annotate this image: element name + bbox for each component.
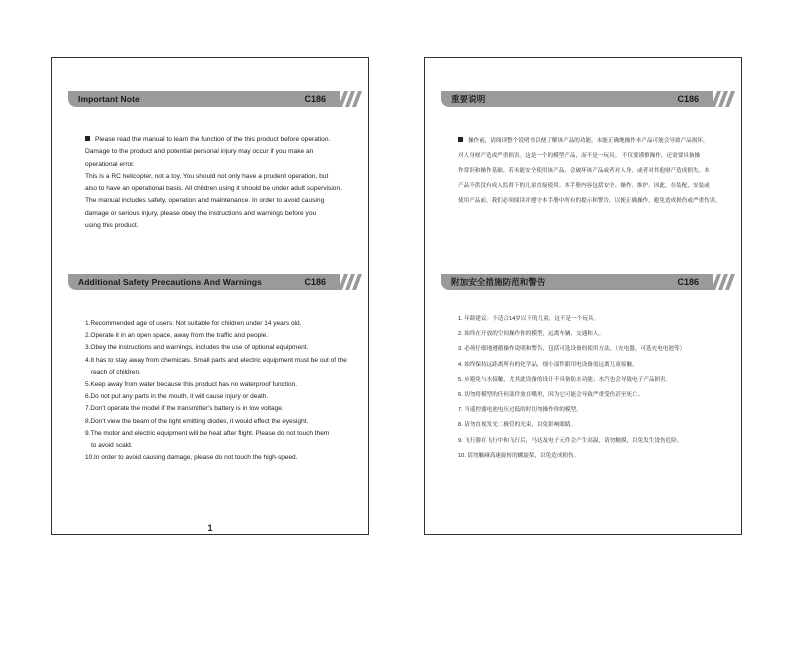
safety-warnings-list	[458, 312, 728, 464]
note-line: Please read the manual to learn the function of the this product before operation.	[85, 134, 355, 146]
note-line: 产品不供没有成人监督下的儿童直接使用。本手册内容包括安全、操作、维护、因此，在装配，安装或	[458, 183, 710, 189]
list-item: 9. 飞行器在飞行中和飞行后，马达及电子元件会产生高温，请勿触摸，以免发生烫伤危险。	[458, 437, 683, 444]
list-item: 8.Don't view the beam of the light emitting diodes, it would effect the eyesight.	[85, 417, 309, 425]
section-title: 附加安全措施防范和警告	[451, 277, 546, 287]
important-note-text	[458, 134, 728, 209]
list-item: 8. 请勿直视发光二极管的光束，以免影响眼睛。	[458, 422, 577, 429]
list-item: 6. 切勿将模型的任何部件放在嘴里，因为它可能会导致严重受伤甚至死亡。	[458, 392, 644, 399]
note-line: operational error.	[85, 160, 135, 168]
list-item: 1.Recommended age of users: Not suitable for children under 14 years old.	[85, 320, 302, 327]
note-line: The manual includes safety, operation and maintenance. In order to avoid causing	[85, 197, 325, 205]
list-item: 3. 必须仔细地遵循操作说明和警告，包括可选设备的使用方法。（充电器，可选充电电池等）	[458, 346, 686, 353]
header-stripes-icon	[711, 91, 739, 107]
important-note-text	[85, 134, 355, 232]
note-line: 操作前，请阅读整个说明书以便了解该产品的功能。未能正确地操作本产品可能会导致产品损坏，	[458, 134, 728, 149]
model-code: C186	[677, 94, 699, 104]
note-line: using this product.	[85, 222, 139, 230]
list-item: reach of children.	[91, 368, 141, 376]
manual-page-chinese	[424, 57, 742, 535]
list-item: 6.Do not put any parts in the mouth, it will cause injury or death.	[85, 393, 269, 401]
list-item: to avoid scald.	[91, 442, 133, 450]
safety-warnings-header	[441, 274, 713, 290]
list-item: 7.Don't operate the model if the transmitter's battery is in low voltage.	[85, 405, 284, 413]
list-item: 2. 始终在开放的空间操作你的模型，远离车辆、交通和人。	[458, 331, 605, 338]
list-item: 10.In order to avoid causing damage, please do not touch the high-speed.	[85, 454, 298, 462]
header-stripes-icon	[338, 274, 366, 290]
section-title: Additional Safety Precautions And Warnings	[78, 277, 262, 287]
note-line: 作常识和操作基础。若未能安全使用该产品，会破坏该产品或者对人身，或者对其他财产造成损失。本	[458, 168, 710, 174]
list-item: 7. 当遥控器电池电压过低的时切勿操作你的模型。	[458, 407, 582, 414]
list-item: 5.Keep away from water because this product has no waterproof function.	[85, 381, 298, 389]
list-item: 2.Operate it in an open space, away from the traffic and people.	[85, 332, 269, 340]
important-note-header	[441, 91, 713, 107]
safety-warnings-header	[68, 274, 340, 290]
note-line: also to have an operational basis. All children using it should be under adult supervision.	[85, 185, 342, 193]
safety-warnings-list	[85, 318, 355, 464]
header-stripes-icon	[338, 91, 366, 107]
bullet-square-icon	[458, 137, 463, 142]
list-item: 4.It has to stay away from chemicals. Small parts and electric equipment must be out of the	[85, 356, 347, 364]
note-line: 使用产品前。我们必须阅读并遵守本手册中所有的提示和警告，以便正确操作，避免造成损伤或严重伤害。	[458, 198, 721, 204]
list-item: 10. 请勿触碰高速旋转的螺旋桨，以免造成损伤。	[458, 452, 580, 459]
list-item: 3.Obey the instructions and warnings, includes the use of optional equipment.	[85, 344, 309, 352]
model-code: C186	[304, 277, 326, 287]
list-item: 9.The motor and electric equipment will be heat after flight. Please do not touch them	[85, 429, 330, 437]
section-title: 重要说明	[451, 94, 486, 104]
note-line: damage or serious injury, please obey the instructions and warnings before you	[85, 209, 317, 217]
list-item: 4. 始终保持远距离所有的化学品，细小部件跟用电设备需远离儿童接触。	[458, 361, 638, 368]
note-line: Damage to the product and potential personal injury may occur if you make an	[85, 148, 314, 156]
model-code: C186	[304, 94, 326, 104]
section-title: Important Note	[78, 94, 140, 104]
page-number: 1	[207, 523, 213, 533]
bullet-square-icon	[85, 136, 90, 141]
important-note-header	[68, 91, 340, 107]
note-line: This is a RC helicopter, not a toy. You should not only have a prudent operation, but	[85, 172, 329, 180]
model-code: C186	[677, 277, 699, 287]
list-item: 1. 年龄建议：不适合14岁以下的儿童，这不是一个玩具。	[458, 316, 600, 322]
list-item: 5. 应避免与水接触，尤其此设备的设计不具备防水功能；水汽也会导致电子产品损害。	[458, 376, 672, 383]
note-line: 对人身财产造成严重损害。这是一个的模型产品，而不是一玩具。 不仅要谨慎操作，还需要具备操	[458, 153, 701, 159]
manual-page-english	[51, 57, 369, 535]
header-stripes-icon	[711, 274, 739, 290]
